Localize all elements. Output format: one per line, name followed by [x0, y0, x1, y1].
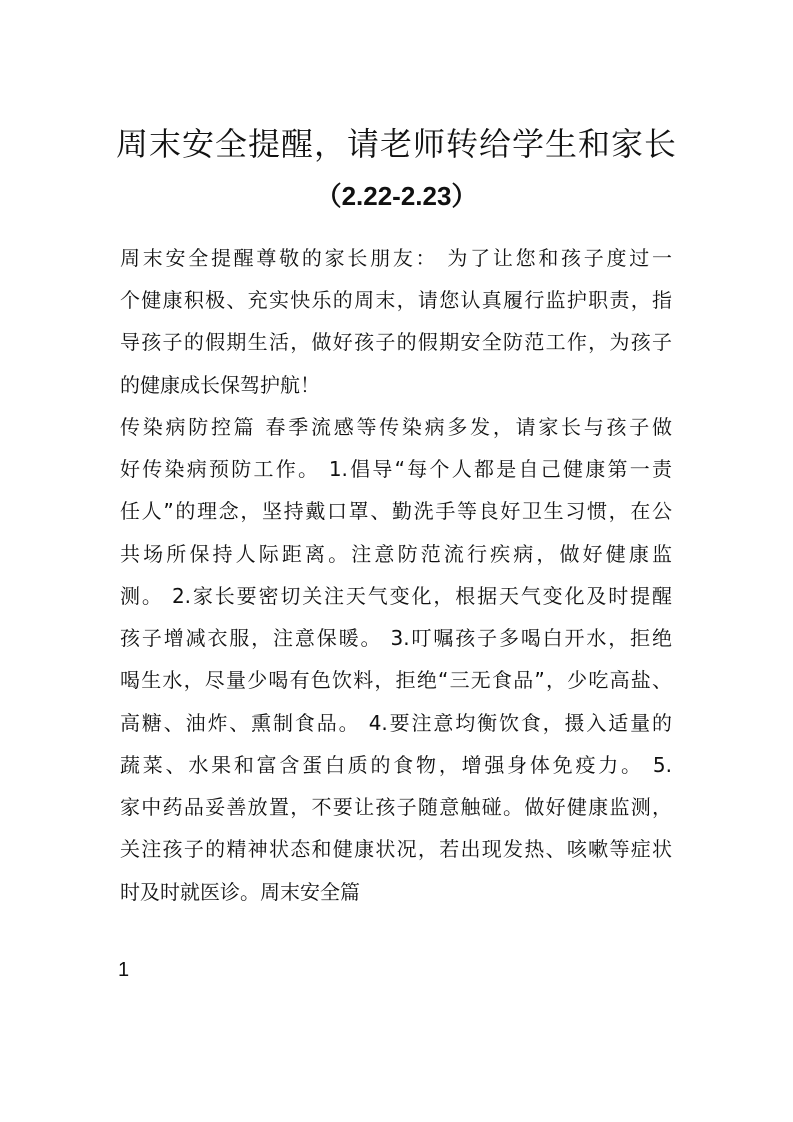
- body-line-16: 时及时就医诊。周末安全篇: [120, 880, 360, 904]
- body-line-14: 家中药品妥善放置，不要让孩子随意触碰。做好健康监测，: [120, 795, 672, 819]
- body-line-3: 导孩子的假期生活，做好孩子的假期安全防范工作，为孩子: [120, 330, 672, 354]
- page-number: 1: [118, 959, 130, 981]
- body-line-7: 任人”的理念，坚持戴口罩、勤洗手等良好卫生习惯，在公: [120, 499, 672, 523]
- body-line-6: 好传染病预防工作。 1.倡导“每个人都是自己健康第一责: [120, 457, 672, 481]
- body-line-4: 的健康成长保驾护航！: [120, 373, 320, 397]
- body-line-1: 周末安全提醒尊敬的家长朋友： 为了让您和孩子度过一: [120, 246, 672, 270]
- body-line-2: 个健康积极、充实快乐的周末，请您认真履行监护职责，指: [120, 288, 672, 312]
- document-subtitle: （2.22-2.23）: [315, 181, 478, 211]
- body-line-10: 孩子增减衣服，注意保暖。 3.叮嘱孩子多喝白开水，拒绝: [120, 626, 672, 650]
- body-line-12: 高糖、油炸、熏制食品。 4.要注意均衡饮食，摄入适量的: [120, 711, 672, 735]
- body-line-9: 测。 2.家长要密切关注天气变化，根据天气变化及时提醒: [120, 584, 672, 608]
- document-title: 周末安全提醒，请老师转给学生和家长: [115, 125, 677, 163]
- body-line-15: 关注孩子的精神状态和健康状况，若出现发热、咳嗽等症状: [120, 837, 672, 861]
- body-line-8: 共场所保持人际距离。注意防范流行疾病，做好健康监: [120, 542, 672, 566]
- body-line-13: 蔬菜、水果和富含蛋白质的食物，增强身体免疫力。 5.: [120, 753, 672, 777]
- body-line-11: 喝生水，尽量少喝有色饮料，拒绝“三无食品”，少吃高盐、: [120, 668, 672, 692]
- body-line-5: 传染病防控篇 春季流感等传染病多发，请家长与孩子做: [120, 415, 672, 439]
